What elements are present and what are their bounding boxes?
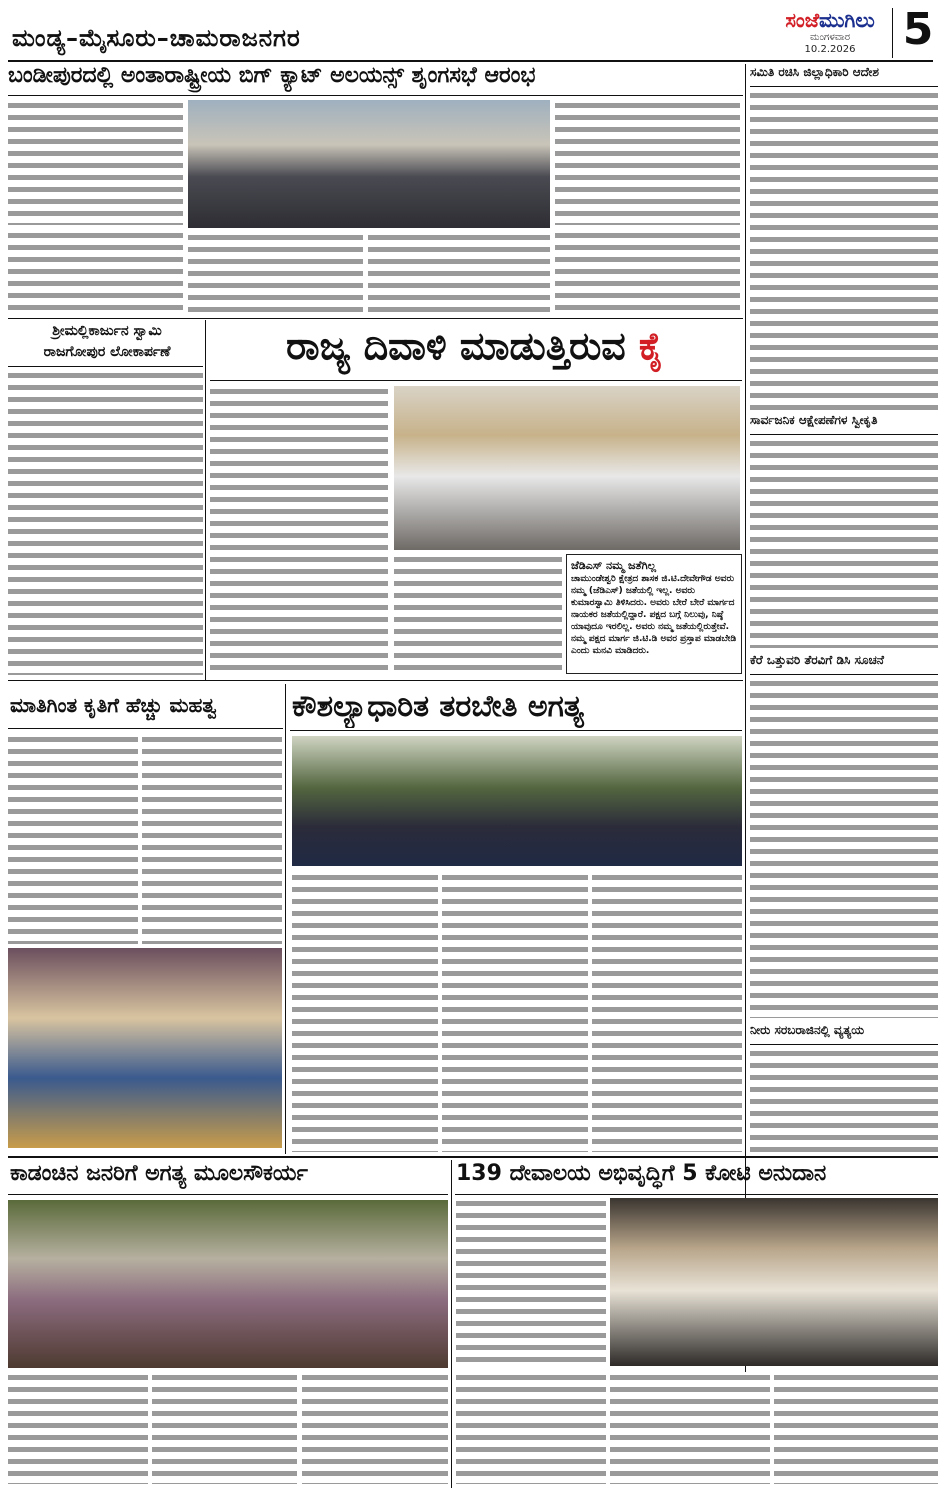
- rule-row1: [8, 318, 743, 319]
- tiger-photo: [188, 100, 550, 228]
- brand-part2: ಮುಗಿಲು: [819, 8, 875, 32]
- headline-public-objections: ಸಾರ್ವಜನಿಕ ಆಕ್ಷೇಪಣೆಗಳ ಸ್ವೀಕೃತಿ: [750, 414, 878, 427]
- state-bankrupt-col2: [394, 554, 562, 674]
- skill-training-col2: [442, 872, 588, 1152]
- tiger-column-2b: [368, 232, 550, 312]
- rule-tiger: [8, 95, 743, 96]
- headline-state-bankrupt-main: ರಾಜ್ಯ ದಿವಾಳಿ ಮಾಡುತ್ತಿರುವ: [286, 326, 639, 368]
- headline-skill-training: ಕೌಶಲ್ಯಾಧಾರಿತ ತರಬೇತಿ ಅಗತ್ಯ: [292, 690, 584, 724]
- water-supply-body: [750, 1048, 938, 1153]
- rule-temple-tower: [8, 366, 203, 367]
- headline-temple-tower-1: ಶ್ರೀಮಲ್ಲಿಕಾರ್ಜುನ ಸ್ವಾಮಿ: [52, 324, 162, 339]
- forest-divider: [451, 1160, 452, 1488]
- rule-row2: [8, 680, 743, 681]
- skill-training-col1: [292, 872, 438, 1152]
- headline-tiger: ಬಂಡೀಪುರದಲ್ಲಿ ಅಂತಾರಾಷ್ಟ್ರೀಯ ಬಿಗ್ ಕ್ಯಾಟ್ ಅಲಯನ್ಸ್ ಶೃಂಗಸಭೆ ಆರಂಭ: [8, 64, 536, 88]
- header-divider: [892, 8, 893, 58]
- words-deeds-col1: [8, 734, 138, 944]
- section-title: ಮಂಡ್ಯ–ಮೈಸೂರು–ಚಾಮರಾಜನಗರ: [12, 24, 301, 52]
- temples-grant-photo: [610, 1198, 938, 1366]
- tiger-column-1b: [8, 230, 183, 310]
- skill-training-col3: [592, 872, 742, 1152]
- state-bankrupt-photo: [394, 386, 740, 550]
- rule-skill-training: [290, 730, 742, 731]
- forest-people-col2: [152, 1372, 297, 1484]
- rule-forest-people: [8, 1194, 448, 1195]
- tiger-column-3b: [555, 230, 740, 312]
- header-rule: [8, 60, 933, 62]
- words-deeds-col2: [142, 734, 282, 944]
- forest-people-col1: [8, 1372, 148, 1484]
- headline-forest-people: ಕಾಡಂಚಿನ ಜನರಿಗೆ ಅಗತ್ಯ ಮೂಲಸೌಕರ್ಯ: [10, 1162, 308, 1186]
- temples-grant-col3: [610, 1372, 770, 1484]
- headline-temples-grant: 139 ದೇವಾಲಯ ಅಭಿವೃದ್ಧಿಗೆ 5 ಕೋಟಿ ಅನುದಾನ: [456, 1162, 827, 1186]
- jds-box: [566, 554, 742, 674]
- rule-water-supply: [750, 1044, 938, 1045]
- masthead-logo: [770, 8, 890, 32]
- skill-training-photo: [292, 736, 742, 866]
- tiger-column-3: [555, 100, 740, 225]
- temples-grant-col1: [456, 1198, 606, 1366]
- temple-divider: [205, 320, 206, 680]
- dc-order-body: [750, 90, 938, 410]
- temple-tower-body: [8, 370, 203, 675]
- headline-words-deeds: ಮಾತಿಗಿಂತ ಕೃತಿಗೆ ಹೆಚ್ಚು ಮಹತ್ವ: [10, 694, 217, 717]
- tiger-column-2: [188, 232, 363, 312]
- issue-date: 10.2.2026: [804, 44, 856, 55]
- headline-temple-tower-2: ರಾಜಗೋಪುರ ಲೋಕಾರ್ಪಣೆ: [43, 345, 171, 360]
- temples-grant-col2: [456, 1372, 606, 1484]
- headline-state-bankrupt-red: ಕೈ: [638, 326, 664, 368]
- headline-lake-encroach: ಕೆರೆ ಒತ್ತುವರಿ ತೆರವಿಗೆ ಡಿಸಿ ಸೂಚನೆ: [750, 654, 884, 667]
- rule-words-deeds: [8, 728, 283, 729]
- state-bankrupt-col1: [210, 386, 388, 676]
- headline-state-bankrupt: [210, 326, 740, 378]
- brand-part1: ಸಂಜೆ: [785, 8, 820, 32]
- jds-box-text: ಚಾಮುಂಡೇಶ್ವರಿ ಕ್ಷೇತ್ರದ ಶಾಸಕ ಜಿ.ಟಿ.ದೇವೇಗೌಡ ಅವರು ನಮ್ಮ (ಜೆಡಿಎಸ್) ಜತೆಯಲ್ಲಿ ಇಲ್ಲ. ಅವರು ಕುಮಾರಸ್ವಾಮಿ ತಿಳಿಸಿದರು. ಅವರು ಬೇರೆ ಬೇರೆ ಮಾರ್ಗದ ನಾಯಕರ ಜತೆಯಲ್ಲಿದ್ದಾರೆ. ಪಕ್ಷದ ಬಗ್ಗೆ ನಿಲುವು, ನಿಷ್ಠೆ ಯಾವುದೂ ಇರಲಿಲ್ಲ. ಅವರು ನಮ್ಮ ಜತೆಯಲ್ಲಿರುತ್ತೇವೆ. ನಮ್ಮ ಪಕ್ಷದ ಮಾರ್ಗ ಜಿ.ಟಿ.ಡಿ ಅವರ ಪ್ರಸ್ತಾಪ ಮಾಡಬೇಡಿ ಎಂದು ಮನವಿ ಮಾಡಿದರು.: [571, 574, 737, 656]
- weekday: ಮಂಗಳವಾರ: [809, 32, 851, 43]
- forest-people-photo: [8, 1200, 448, 1368]
- rule-state-bankrupt: [210, 380, 742, 381]
- jds-box-title: ಜೆಡಿಎಸ್ ನಮ್ಮ ಜತೆಗಿಲ್ಲ: [571, 559, 657, 572]
- headline-dc-order: ಸಮಿತಿ ರಚಿಸಿ ಜಿಲ್ಲಾಧಿಕಾರಿ ಆದೇಶ: [750, 66, 879, 79]
- temples-grant-col4: [774, 1372, 938, 1484]
- tiger-column-1: [8, 100, 183, 225]
- headline-water-supply: ನೀರು ಸರಬರಾಜಿನಲ್ಲಿ ವ್ಯತ್ಯಯ: [750, 1024, 865, 1037]
- lake-encroach-body: [750, 678, 938, 1018]
- rule-temples-grant: [455, 1194, 938, 1195]
- words-deeds-photo: [8, 948, 282, 1148]
- public-objections-body: [750, 438, 938, 648]
- words-deeds-divider: [285, 684, 286, 1154]
- forest-people-col3: [302, 1372, 448, 1484]
- rule-public-objections: [750, 434, 938, 435]
- rule-dc-order: [750, 86, 938, 87]
- page-number: 5: [902, 4, 934, 55]
- rule-row3: [8, 1156, 938, 1158]
- rule-lake-encroach: [750, 674, 938, 675]
